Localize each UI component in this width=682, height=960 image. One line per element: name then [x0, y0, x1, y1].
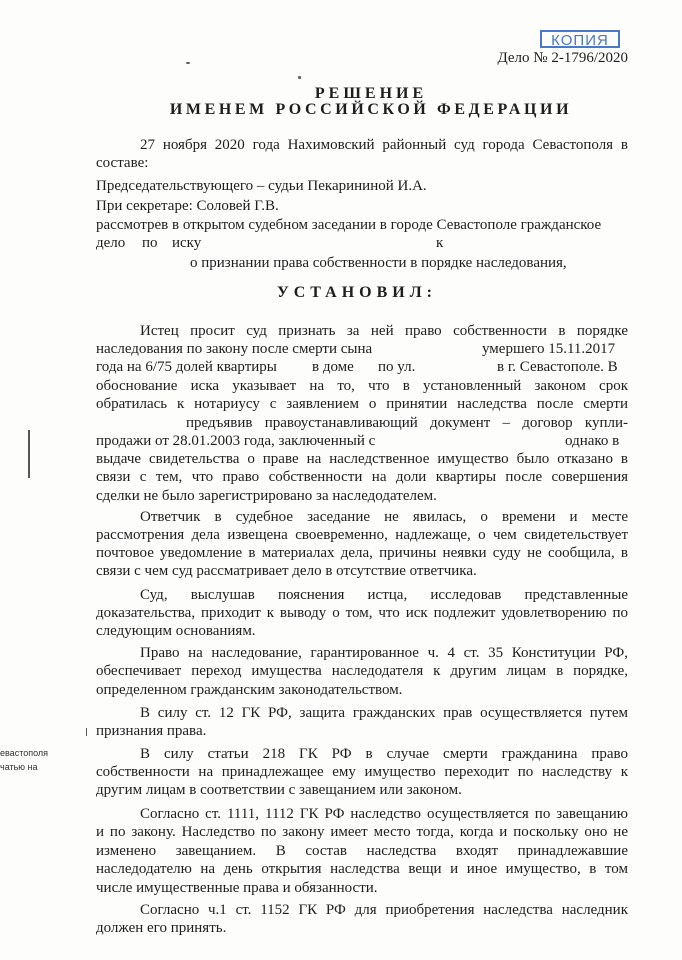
margin-bar — [86, 728, 87, 736]
paragraph-line: должен его принять. — [96, 920, 227, 936]
paragraph-line: выдаче свидетельства о праве на наследственное имущество было отказано в — [96, 451, 628, 467]
paragraph-line: Ответчик в судебное заседание не явилась, о времени и месте — [140, 509, 628, 525]
intro-line: о признании права собственности в порядке наследования, — [190, 255, 567, 271]
paragraph-line: обратилась к нотариусу с заявлением о принятии наследства после смерти — [96, 396, 628, 412]
paragraph-line: изменено завещанием. В состав наследства входят принадлежавшие — [96, 843, 628, 859]
margin-note: евастополя — [0, 748, 49, 758]
paragraph-line: почтовое уведомление в материалах дела, причины неявки суду не сообщила, в — [96, 545, 628, 561]
paragraph-line: умершего 15.11.2017 — [482, 341, 616, 357]
paragraph-line: следующим основаниям. — [96, 623, 256, 639]
paragraph-line: связи с тем, что право собственности на доли квартиры после совершения — [96, 469, 628, 485]
intro-line: составе: — [96, 155, 149, 171]
intro-line: рассмотрев в открытом судебном заседании в городе Севастополе гражданское — [96, 217, 602, 233]
intro-line: по — [142, 235, 158, 251]
case-number: Дело № 2-1796/2020 — [497, 50, 628, 66]
copy-stamp: КОПИЯ — [540, 30, 620, 48]
paragraph-line: В силу ст. 12 ГК РФ, защита гражданских прав осуществляется путем — [140, 705, 628, 721]
paragraph-line: Согласно ст. 1111, 1112 ГК РФ наследство осуществляется по завещанию — [140, 806, 628, 822]
established-heading: УСТАНОВИЛ: — [277, 284, 437, 301]
paragraph-line: другим лицам в соответствии с завещанием или законом. — [96, 782, 462, 798]
paragraph-line: Согласно ч.1 ст. 1152 ГК РФ для приобретения наследства наследник — [140, 902, 628, 918]
paragraph-line: сделки не было зарегистрировано за наследодателем. — [96, 488, 437, 504]
paragraph-line: обоснование иска указывает на то, что в установленный законом срок — [96, 378, 628, 394]
paragraph-line: числе имущественные права и обязанности. — [96, 880, 378, 896]
paragraph-line: по ул. — [378, 359, 416, 375]
paragraph-line: Право на наследование, гарантированное ч. 4 ст. 35 Конституции РФ, — [140, 645, 628, 661]
paragraph-line: собственности на принадлежащее ему имущество переходит по наследству к — [96, 764, 628, 780]
paragraph-line: связи с чем суд рассматривает дело в отсутствие ответчика. — [96, 563, 477, 579]
paragraph-line: доказательства, приходит к выводу о том, что иск подлежит удовлетворению по — [96, 605, 628, 621]
paragraph-line: в доме — [312, 359, 354, 375]
intro-line: Председательствующего – судьи Пекарининой И.А. — [96, 178, 427, 194]
intro-line: 27 ноября 2020 года Нахимовский районный суд города Севастополя в — [140, 137, 628, 153]
paragraph-line: признания права. — [96, 723, 207, 739]
intro-line: При секретаре: Соловей Г.В. — [96, 198, 279, 214]
paragraph-line: В силу статьи 218 ГК РФ в случае смерти гражданина право — [140, 746, 628, 762]
paragraph-line: продажи от 28.01.2003 года, заключенный с — [96, 433, 376, 449]
paragraph-line: и по закону. Наследство по закону имеет место тогда, когда и поскольку оно не — [96, 824, 628, 840]
paragraph-line: года на 6/75 долей квартиры — [96, 359, 277, 375]
intro-line: иску — [172, 235, 202, 251]
scan-speck — [298, 76, 301, 79]
paragraph-line: в г. Севастополе. В — [497, 359, 618, 375]
paragraph-line: наследования по закону после смерти сына — [96, 341, 373, 357]
paragraph-line: Суд, выслушав пояснения истца, исследовав представленные — [140, 587, 628, 603]
paragraph-line: определенном гражданским законодательством. — [96, 682, 403, 698]
paragraph-line: рассмотрения дела извещена своевременно, надлежаще, о чем свидетельствует — [96, 527, 628, 543]
margin-bar — [28, 430, 30, 478]
paragraph-line: предъявив правоустанавливающий документ – договор купли- — [186, 415, 628, 431]
paragraph-line: наследодателю на день открытия наследства вещи и иное имущество, в том — [96, 861, 628, 877]
scan-speck — [186, 62, 190, 64]
paragraph-line: Истец просит суд признать за ней право собственности в порядке — [140, 323, 628, 339]
paragraph-line: однако в — [565, 433, 620, 449]
margin-note: чатью на — [0, 762, 38, 772]
intro-line: к — [436, 235, 444, 251]
decision-subtitle: ИМЕНЕМ РОССИЙСКОЙ ФЕДЕРАЦИИ — [169, 101, 573, 118]
intro-line: дело — [96, 235, 126, 251]
paragraph-line: обеспечивает переход имущества наследодателя к другим лицам в порядке, — [96, 663, 628, 679]
decision-title: РЕШЕНИЕ — [314, 85, 428, 102]
